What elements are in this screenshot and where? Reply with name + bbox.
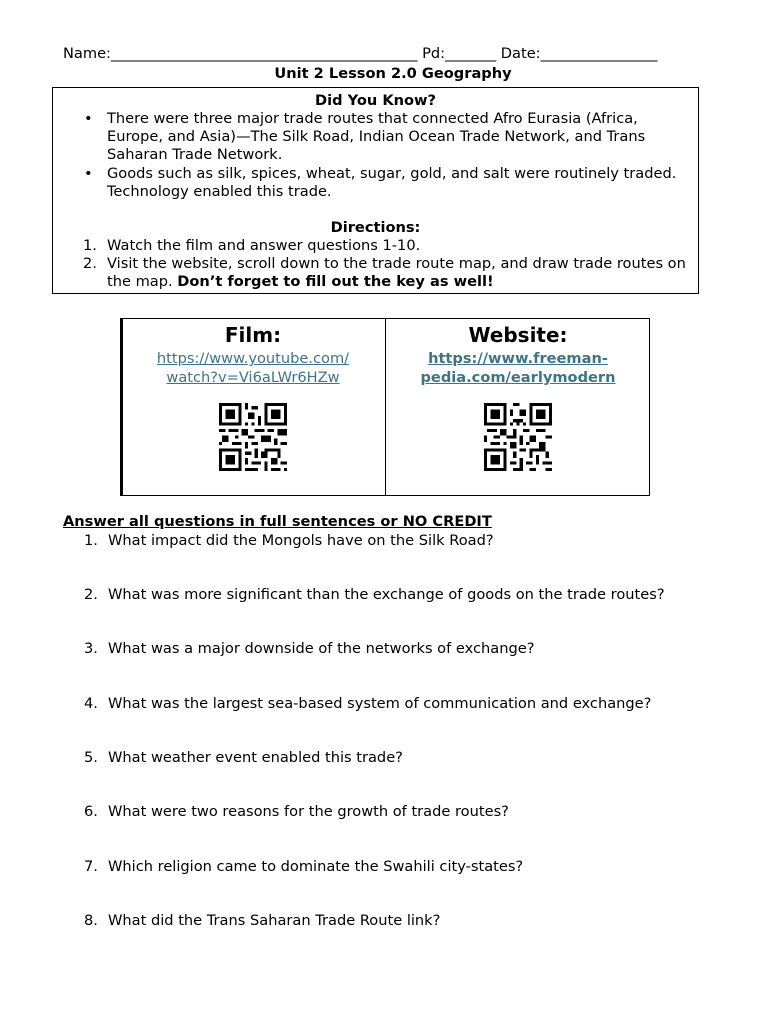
question-number: 8.	[84, 912, 98, 929]
question-text: What impact did the Mongols have on the Silk Road?	[108, 532, 494, 549]
page-title: Unit 2 Lesson 2.0 Geography	[274, 65, 512, 82]
film-link-line2: watch?v=Vi6aLWr6HZw	[166, 369, 340, 386]
direction-bold-text: Don’t forget to fill out the key as well!	[177, 273, 494, 291]
question-item	[84, 532, 494, 550]
name-field[interactable]: __________________________________________	[110, 45, 423, 62]
website-title: Website:	[468, 323, 568, 347]
question-text: What were two reasons for the growth of trade routes?	[108, 803, 509, 820]
directions-heading: Directions:	[330, 219, 421, 236]
question-text: What weather event enabled this trade?	[108, 749, 403, 766]
film-title: Film:	[224, 323, 282, 347]
bullet-icon: •	[84, 165, 93, 182]
question-item	[84, 858, 524, 876]
question-number: 6.	[84, 803, 98, 820]
website-link[interactable]	[386, 349, 650, 387]
film-link[interactable]	[121, 349, 385, 387]
answer-instructions: Answer all questions in full sentences or NO CREDIT	[63, 513, 492, 530]
question-item	[84, 640, 535, 658]
question-number: 1.	[84, 532, 98, 549]
question-number: 5.	[84, 749, 98, 766]
pd-field[interactable]: _______	[445, 45, 501, 62]
film-cell	[121, 319, 385, 495]
name-label: Name:	[63, 45, 111, 62]
question-text: What was the largest sea-based system of communication and exchange?	[108, 695, 652, 712]
pd-label: Pd:	[422, 45, 446, 62]
direction-number: 2.	[83, 255, 97, 272]
question-number: 7.	[84, 858, 98, 875]
resource-table	[120, 318, 650, 496]
student-info-line	[63, 45, 657, 63]
question-text: Which religion came to dominate the Swahili city-states?	[108, 858, 524, 875]
direction-item	[83, 255, 687, 291]
fact-bullet	[84, 110, 687, 165]
info-box	[52, 87, 699, 294]
fact-text: There were three major trade routes that connected Afro Eurasia (Africa, Europe, and Asia)—The Silk Road, Indian Ocean Trade Network, and Trans Saharan Trade Network.	[107, 110, 646, 164]
date-label: Date:	[500, 45, 541, 62]
direction-item	[83, 237, 687, 255]
website-link-line2: pedia.com/earlymodern	[420, 369, 616, 386]
direction-text: Watch the film and answer questions 1-10.	[107, 237, 421, 254]
question-number: 3.	[84, 640, 98, 657]
question-number: 2.	[84, 586, 98, 603]
fact-bullet	[84, 165, 687, 201]
film-link-line1: https://www.youtube.com/	[156, 350, 350, 367]
did-you-know-heading: Did You Know?	[314, 92, 437, 109]
question-text: What was a major downside of the networks of exchange?	[108, 640, 535, 657]
question-text: What was more significant than the exchange of goods on the trade routes?	[108, 586, 665, 603]
question-item	[84, 912, 441, 930]
direction-number: 1.	[83, 237, 97, 254]
bullet-icon: •	[84, 110, 93, 127]
question-item	[84, 695, 652, 713]
website-link-line1: https://www.freeman-	[428, 350, 608, 367]
question-item	[84, 803, 509, 821]
question-number: 4.	[84, 695, 98, 712]
question-item	[84, 749, 403, 767]
date-field[interactable]: ________________	[540, 45, 658, 62]
website-qr-code-icon	[484, 403, 552, 471]
question-text: What did the Trans Saharan Trade Route link?	[108, 912, 441, 929]
fact-text: Goods such as silk, spices, wheat, sugar, gold, and salt were routinely traded. Technology enabled this trade.	[107, 165, 677, 201]
website-cell	[386, 319, 650, 495]
direction-text: Visit the website, scroll down to the trade route map, and draw trade routes on the map.	[107, 255, 686, 291]
question-item	[84, 586, 665, 604]
film-qr-code-icon	[219, 403, 287, 471]
